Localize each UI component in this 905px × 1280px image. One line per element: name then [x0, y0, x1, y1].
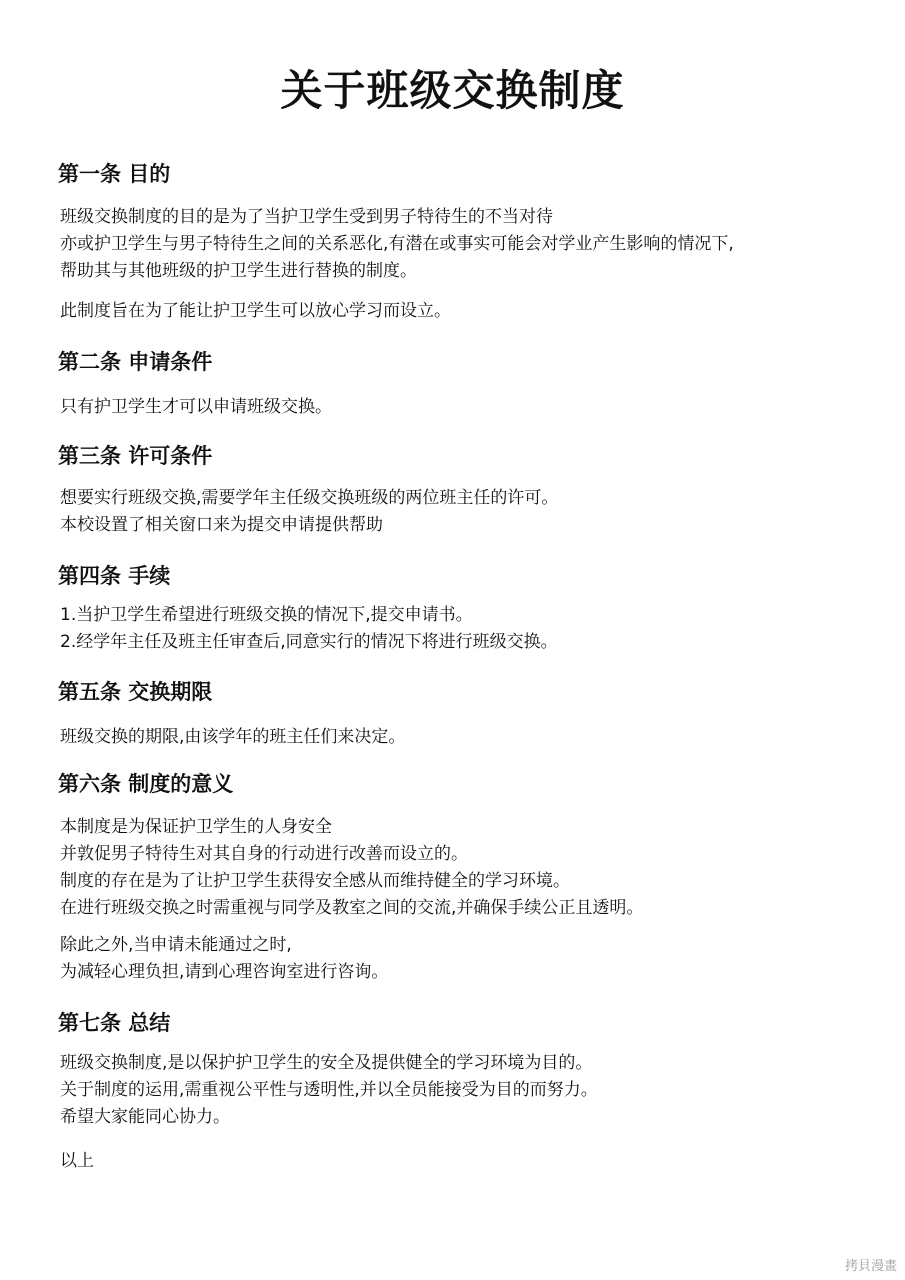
text-line: 想要实行班级交换,需要学年主任级交换班级的两位班主任的许可。: [60, 488, 559, 508]
text-line: 关于制度的运用,需重视公平性与透明性,并以全员能接受为目的而努力。: [60, 1080, 598, 1100]
text-line: 制度的存在是为了让护卫学生获得安全感从而维持健全的学习环境。: [60, 871, 570, 891]
section-7-paragraph-2: [60, 1148, 94, 1175]
text-line: 班级交换制度,是以保护护卫学生的安全及提供健全的学习环境为目的。: [60, 1053, 593, 1073]
watermark: 拷貝漫畫: [844, 1259, 897, 1274]
section-1-paragraph-1: [60, 204, 734, 285]
text-line: 希望大家能同心协力。: [60, 1107, 230, 1127]
text-line: 1.当护卫学生希望进行班级交换的情况下,提交申请书。: [60, 605, 473, 625]
text-line: 班级交换的期限,由该学年的班主任们来决定。: [60, 727, 406, 747]
text-line: 本校设置了相关窗口来为提交申请提供帮助: [60, 515, 383, 535]
text-line: 此制度旨在为了能让护卫学生可以放心学习而设立。: [60, 301, 451, 321]
text-line: 并敦促男子特待生对其自身的行动进行改善而设立的。: [60, 844, 468, 864]
page-title: 关于班级交换制度: [280, 66, 625, 115]
section-6-paragraph-2: [60, 932, 388, 986]
section-5-paragraph-1: [60, 724, 405, 751]
section-7-paragraph-1: [60, 1050, 598, 1131]
text-line: 为减轻心理负担,请到心理咨询室进行咨询。: [60, 962, 389, 982]
section-5-heading: 第五条 交换期限: [58, 680, 213, 704]
text-line: 以上: [60, 1151, 94, 1171]
section-2-paragraph-1: [60, 394, 332, 421]
text-line: 2.经学年主任及班主任审查后,同意实行的情况下将进行班级交换。: [60, 632, 558, 652]
text-line: 除此之外,当申请未能通过之时,: [60, 935, 292, 955]
section-3-paragraph-1: [60, 485, 558, 539]
section-3-heading: 第三条 许可条件: [58, 444, 213, 468]
section-4-paragraph-1: [60, 602, 558, 656]
section-4-heading: 第四条 手续: [58, 564, 171, 588]
text-line: 帮助其与其他班级的护卫学生进行替换的制度。: [60, 261, 417, 281]
text-line: 只有护卫学生才可以申请班级交换。: [60, 397, 332, 417]
section-7-heading: 第七条 总结: [58, 1011, 171, 1035]
text-line: 班级交换制度的目的是为了当护卫学生受到男子特待生的不当对待: [60, 207, 553, 227]
text-line: 亦或护卫学生与男子特待生之间的关系恶化,有潜在或事实可能会对学业产生影响的情况下,: [60, 234, 734, 254]
section-6-paragraph-1: [60, 814, 643, 922]
section-2-heading: 第二条 申请条件: [58, 350, 213, 374]
section-1-paragraph-2: [60, 298, 451, 325]
section-6-heading: 第六条 制度的意义: [58, 772, 234, 796]
text-line: 在进行班级交换之时需重视与同学及教室之间的交流,并确保手续公正且透明。: [60, 898, 644, 918]
text-line: 本制度是为保证护卫学生的人身安全: [60, 817, 332, 837]
section-1-heading: 第一条 目的: [58, 162, 171, 186]
